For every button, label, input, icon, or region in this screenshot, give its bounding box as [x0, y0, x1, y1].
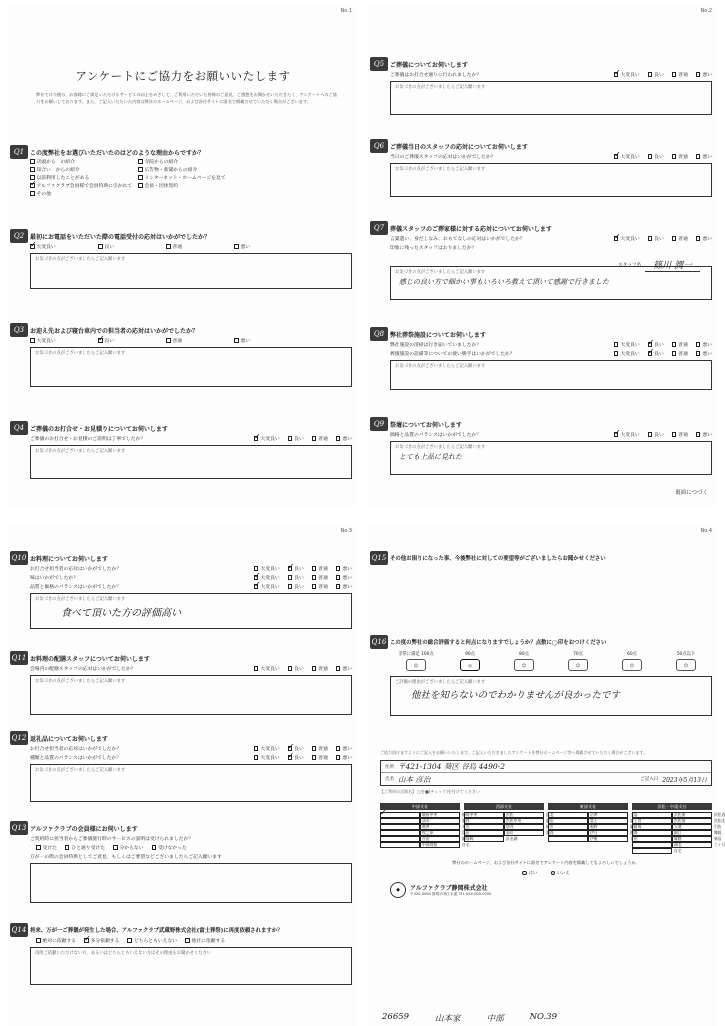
q2-option[interactable]: 普通 — [166, 243, 226, 250]
q7-option[interactable]: 普通 — [672, 235, 688, 242]
name-row — [381, 773, 711, 785]
branch-item[interactable]: 御前崎 — [420, 836, 460, 842]
q11-option[interactable]: 普通 — [312, 665, 328, 672]
page-number: No.3 — [340, 528, 352, 534]
q13-comment-label: 万が一の際の会員特典としてご意見、もしくはご要望などございましたらご記入願います — [30, 855, 222, 860]
q12-option[interactable]: ✓ 良い — [288, 754, 304, 761]
hp-note: 弊社のホームページ、および各社サイトに匿名でアンケート内容を掲載してもよろしいでしょうか。 — [452, 860, 640, 865]
handwritten-footer — [382, 1012, 557, 1024]
address-label: 住所 — [385, 764, 394, 770]
q7-sub1-label: 言葉遣い、身だしなみ、おもてなしの応対はいかがでしたか？ — [390, 237, 525, 242]
branch-item[interactable]: 掛川 — [504, 824, 544, 830]
q10-comment: 食べて頂いた方の評価高い — [61, 608, 181, 619]
q4-option[interactable]: ✓ 大変良い — [254, 435, 280, 442]
q8-text: 弊社葬祭施設についてお伺いします — [390, 331, 486, 339]
question-12 — [11, 732, 352, 802]
q5-option[interactable]: 普通 — [672, 71, 688, 78]
q8-comment-box[interactable] — [390, 360, 712, 390]
q5-badge: Q5 — [370, 57, 388, 71]
q7-comment-label: お気づきの点がございましたらご記入願います — [395, 270, 486, 275]
branch-item[interactable]: 雄踏 — [632, 836, 672, 842]
page-number: No.2 — [700, 8, 712, 14]
q1-option[interactable]: 店頭から の紹介 — [30, 158, 128, 166]
company-logo-icon: ◆ — [390, 882, 406, 898]
survey-page-1 — [8, 6, 358, 506]
q1-text: この度弊社をお選びいただいたのはどのような理由からですか？ — [30, 149, 204, 157]
q7-sub1 — [390, 234, 712, 243]
branch-item[interactable]: 自宅 — [632, 848, 672, 854]
q9-option[interactable]: 良い — [648, 431, 664, 438]
branch-list — [380, 803, 725, 854]
q12-comment-box[interactable] — [30, 764, 352, 802]
q8-sub2-label: 葬儀施設の設備等についての使い勝手はいかがでしたか？ — [390, 352, 515, 357]
q1-option[interactable]: 以前利用したことがある — [30, 174, 128, 182]
q12-option[interactable]: ✓ 良い — [288, 745, 304, 752]
branch-item[interactable]: 焼津 — [380, 824, 420, 830]
q10-sub-label: お打合せ担当者の応対はいかがでしたか？ — [30, 567, 122, 572]
face-icon: ☺ — [406, 659, 426, 671]
q16-score[interactable]: 80点 ☺ — [502, 651, 546, 673]
q5-sub — [390, 70, 712, 79]
contact-section — [380, 750, 725, 898]
q16-score[interactable]: 60点 ☹ — [610, 651, 654, 673]
branch-item[interactable]: 袋井 — [464, 824, 504, 830]
q14-badge: Q14 — [10, 923, 28, 937]
q4-text: ご葬儀のお打合せ・お見積りについてお伺いします — [30, 425, 168, 433]
branch-item[interactable]: 浜松西 — [672, 812, 712, 818]
q4-sub-label: ご葬儀のお打合せ・お見積のご説明は丁寧でしたか？ — [30, 437, 146, 442]
q4-option[interactable]: 良い — [288, 435, 304, 442]
branch-item[interactable]: 裾野 — [548, 824, 588, 830]
branch-item[interactable]: 浜松南 — [632, 818, 672, 824]
q16-comment-label: ご評価の理由がございましたらご記入願います — [395, 680, 486, 685]
q2-option[interactable]: 良い — [98, 243, 158, 250]
q7-badge: Q7 — [370, 221, 388, 235]
q8-option[interactable]: 普通 — [672, 350, 688, 357]
q12-option[interactable]: 悪い — [336, 754, 352, 761]
record-number: 26659 — [382, 1012, 410, 1022]
q3-text: お迎え先および寝台車内での担当者の応対はいかがでしたか？ — [30, 327, 199, 335]
q16-text: この度の弊社の総合評価すると何点になりますでしょうか？点数に◯印をおつけください — [390, 640, 607, 646]
family-name: 山本家 — [435, 1014, 461, 1024]
branch-group — [464, 803, 554, 854]
q13-badge: Q13 — [10, 821, 28, 835]
question-7 — [373, 222, 712, 300]
q3-comment-label: お気づきの点がございましたらご記入願います — [35, 351, 126, 356]
q7-text: 葬儀スタッフのご葬家様に対する応対についてお伺いします — [390, 225, 552, 233]
q4-badge: Q4 — [10, 421, 28, 435]
q6-option[interactable]: 普通 — [672, 153, 688, 160]
branch-title: 東部支社 — [548, 803, 628, 810]
q12-text: 返礼品についてお伺いします — [30, 735, 108, 743]
q5-option[interactable]: ✓ 大変良い — [614, 71, 640, 78]
face-icon: ☺ — [514, 659, 534, 671]
q11-sub-label: 会場内の配膳スタッフの応対はいかがでしたか？ — [30, 667, 136, 672]
q10-option[interactable]: 良い — [288, 583, 304, 590]
branch-item[interactable]: 磐田 — [504, 818, 544, 824]
q1-options — [30, 158, 352, 198]
address-value[interactable]: 〒421-1304 葵区 谷島 4490-2 — [398, 762, 505, 771]
q7-comment: 感じの良い方で細かい事もいろいろ教えて頂いて感謝で行きました — [399, 278, 609, 286]
q6-comment-label: お気づきの点がございましたらご記入願います — [395, 167, 486, 172]
q6-option[interactable]: ✓ 大変良い — [614, 153, 640, 160]
q9-badge: Q9 — [370, 417, 388, 431]
q1-option[interactable]: 寺院からの紹介 — [138, 158, 236, 166]
q9-comment: とても上品に見れた — [399, 453, 462, 461]
q2-comment-box[interactable] — [30, 253, 352, 289]
branch-item[interactable]: 浜松北 — [672, 818, 712, 824]
q10-option[interactable]: ✓ 良い — [288, 565, 304, 572]
question-3 — [13, 324, 352, 387]
branch-item[interactable]: 熱海 — [588, 830, 628, 836]
name-label: 氏名 — [385, 777, 394, 782]
question-13 — [11, 822, 352, 903]
survey-page-4 — [368, 526, 725, 1026]
q12-option[interactable]: 悪い — [336, 745, 352, 752]
branch-item[interactable]: 浜松中央 — [464, 818, 504, 824]
question-14 — [11, 924, 352, 985]
q11-sub — [30, 664, 352, 673]
q16-scale — [394, 651, 708, 673]
q16-comment: 他社を知らないのでわかりませんが良かったです — [411, 690, 621, 701]
q12-option[interactable]: 大変良い — [254, 754, 280, 761]
q3-badge: Q3 — [10, 323, 28, 337]
branch-item[interactable]: 富士 — [548, 818, 588, 824]
q13-option[interactable]: 受けなかった — [152, 844, 187, 851]
q11-option[interactable]: 悪い — [336, 665, 352, 672]
q10-text: お料理についてお伺いします — [30, 555, 108, 563]
q6-text: ご葬儀当日のスタッフの応対についてお伺いします — [390, 143, 528, 151]
branch-title: 浜松・中遠支社 — [632, 803, 712, 810]
q6-sub-label: 当日のご葬儀スタッフの応対はいかがでしたか？ — [390, 155, 496, 160]
q7-option[interactable]: ✓ 大変良い — [614, 235, 640, 242]
date-label: ご記入日 — [640, 777, 659, 782]
q16-badge: Q16 — [370, 635, 388, 649]
q1-option[interactable]: インターネット・ホームページを見て — [138, 174, 236, 182]
q13-option[interactable]: 受けた — [36, 844, 57, 851]
question-8 — [373, 328, 712, 390]
q8-comment-label: お気づきの点がございましたらご記入願います — [395, 364, 486, 369]
q12-option[interactable]: 普通 — [312, 745, 328, 752]
branch-header: 【ご利用の式場名】 □を■(チェック)を付けてください — [380, 789, 480, 794]
q10-option[interactable]: 普通 — [312, 574, 328, 581]
branch-item[interactable]: 浜松東 — [632, 812, 672, 818]
q13-row1 — [30, 843, 352, 852]
question-4 — [13, 422, 352, 479]
q10-option[interactable]: 悪い — [336, 574, 352, 581]
q7-comment-box[interactable] — [390, 266, 712, 300]
q11-option[interactable]: 良い — [288, 665, 304, 672]
branch-group — [632, 803, 725, 854]
branch-item[interactable]: 伊東 — [548, 836, 588, 842]
face-icon: ☹ — [676, 659, 696, 671]
q7-option[interactable]: 悪い — [696, 235, 712, 242]
q13-sub1-label: ご契約時に担当者からご葬儀施行時のサービスの説明は受けられましたか？ — [30, 837, 194, 842]
branch-item[interactable]: 中部葬祭 — [380, 842, 420, 848]
q3-option[interactable]: 大変良い — [30, 337, 90, 344]
q5-option[interactable]: 悪い — [696, 71, 712, 78]
q11-comment-box[interactable] — [30, 675, 352, 715]
q7-sub2 — [390, 243, 712, 252]
branch-item[interactable]: 自宅 — [420, 842, 460, 848]
branch-item[interactable]: 湖北 — [632, 842, 672, 848]
q5-comment-box[interactable] — [390, 81, 712, 115]
q16-score[interactable]: 50点以下 ☹ — [664, 651, 708, 673]
q7-option[interactable]: 良い — [648, 235, 664, 242]
q15-text: その他お困りになった事、今後弊社に対しての要望等がございましたらお聞かせください — [390, 556, 606, 562]
q10-sub — [30, 582, 352, 591]
branch-item[interactable]: 沼津 — [548, 812, 588, 818]
region: 中部 — [486, 1014, 504, 1024]
branch-item[interactable]: 引佐 — [672, 824, 712, 830]
q14-option[interactable]: 絶対に依頼する — [36, 937, 76, 944]
branch-item[interactable]: 新居 — [672, 836, 712, 842]
q14-text: 将来、万が一ご葬儀が発生した場合、アルファクラブ武蔵野株式会社(富士葬祭)に再度依頼されますか？ — [30, 928, 283, 934]
address-row — [381, 761, 711, 773]
q8-option[interactable]: 大変良い — [614, 341, 640, 348]
question-2 — [13, 230, 352, 289]
q16-score[interactable]: 非常に満足 100点 ☺ — [394, 651, 438, 673]
q6-badge: Q6 — [370, 139, 388, 153]
q13-sub2 — [30, 852, 352, 861]
contact-note: ご協力頂けますようにご記入をお願いいたします。ご記入いただきましたアンケートを弊社ホームページ等へ掲載させていただく場合がございます。 — [380, 750, 648, 755]
q12-option[interactable]: 大変良い — [254, 745, 280, 752]
face-icon: ◎ — [460, 659, 480, 671]
company-block — [380, 882, 712, 898]
q10-option[interactable]: ✓ 大変良い — [254, 583, 280, 590]
survey-page-3 — [8, 526, 358, 1026]
q3-options — [30, 336, 352, 345]
q11-text: お料理の配膳スタッフについてお伺いします — [30, 655, 150, 663]
q4-sub — [30, 434, 352, 443]
branch-item[interactable]: 三ヶ日 — [672, 842, 712, 848]
q16-comment-box[interactable] — [390, 676, 712, 716]
branch-item[interactable]: 長田 — [420, 824, 460, 830]
branch-item[interactable]: 清水 — [380, 818, 420, 824]
q1-option[interactable]: 会員・団体契約 — [138, 182, 236, 190]
q5-sub-label: ご葬儀はお打合せ通りに行われましたか？ — [390, 73, 482, 78]
hp-option-no[interactable]: いいえ — [551, 870, 570, 875]
question-10 — [11, 552, 352, 629]
q1-option[interactable]: その他 — [30, 190, 128, 198]
branch-title: 西部支社 — [464, 803, 544, 810]
branch-item[interactable]: 浜北 — [504, 812, 544, 818]
q10-option[interactable]: 悪い — [336, 565, 352, 572]
q11-option[interactable]: 大変良い — [254, 665, 280, 672]
q12-sub — [30, 744, 352, 753]
q10-sub — [30, 573, 352, 582]
q1-option[interactable]: 知合い からの紹介 — [30, 166, 128, 174]
q6-sub — [390, 152, 712, 161]
q4-comment-box[interactable] — [30, 445, 352, 479]
q9-sub-label: 価格と品質のバランスはいかがでしたか？ — [390, 433, 481, 438]
q15-comment-box[interactable] — [390, 566, 712, 644]
q3-option[interactable]: 悪い — [234, 337, 294, 344]
q2-badge: Q2 — [10, 229, 28, 243]
question-9 — [373, 418, 712, 475]
q13-text: アルファクラブの会員様にお伺いします — [30, 825, 138, 833]
survey-number: NO.39 — [529, 1012, 558, 1022]
name-value[interactable]: 山本 彦治 — [398, 774, 431, 784]
q6-option[interactable]: 良い — [648, 153, 664, 160]
survey-title: アンケートにご協力をお願いいたします — [75, 69, 291, 83]
q1-badge: Q1 — [10, 145, 28, 159]
q13-sub1 — [30, 834, 352, 843]
q12-sub — [30, 753, 352, 762]
branch-item[interactable]: 浜松 — [464, 812, 504, 818]
branch-item[interactable]: 三島 — [588, 812, 628, 818]
q9-sub — [390, 430, 712, 439]
q14-option[interactable]: 他社に依頼する — [185, 937, 225, 944]
q10-option[interactable]: ✓ 大変良い — [254, 574, 280, 581]
q9-option[interactable]: 悪い — [696, 431, 712, 438]
q1-option[interactable]: ✓アルファクラブ会員様で会員特典に引かれて — [30, 182, 128, 190]
q8-option[interactable]: ✓ 良い — [648, 350, 664, 357]
branch-item[interactable]: 舞阪 — [672, 830, 712, 836]
q10-sub-label: 味はいかがでしたか？ — [30, 576, 78, 581]
q2-option[interactable]: ✓大変良い — [30, 243, 90, 250]
branch-title: 中部支社 — [380, 803, 460, 810]
branch-item[interactable]: 下田 — [588, 836, 628, 842]
question-6 — [373, 140, 712, 197]
q8-badge: Q8 — [370, 327, 388, 341]
q3-option[interactable]: ✓ 良い — [98, 337, 158, 344]
company-info: 〒420-0064 静岡市葵区本通 TEL 054-000-0000 — [410, 892, 492, 896]
q15-badge: Q15 — [370, 551, 388, 565]
q2-options — [30, 242, 352, 251]
q5-comment-label: お気づきの点がございましたらご記入願います — [395, 85, 486, 90]
question-1 — [13, 146, 352, 198]
q12-sub-label: 種類と品質のバランスはいかがでしたか？ — [30, 756, 121, 761]
q3-comment-box[interactable] — [30, 347, 352, 387]
branch-item[interactable]: 御殿場 — [588, 824, 628, 830]
question-11 — [11, 652, 352, 715]
branch-item[interactable]: 吉田 — [380, 836, 420, 842]
q16-score[interactable]: 70点 ☺ — [556, 651, 600, 673]
q9-text: 祭壇についてお伺いします — [390, 421, 462, 429]
company-name: アルファクラブ静岡株式会社 — [410, 885, 488, 892]
q1-option[interactable]: 広告物・新聞からの紹介 — [138, 166, 236, 174]
q2-comment-label: お気づきの点がございましたらご記入願います — [35, 257, 126, 262]
q11-badge: Q11 — [10, 651, 28, 665]
q10-comment-box[interactable] — [30, 593, 352, 629]
branch-item[interactable]: 伊豆 — [548, 830, 588, 836]
q8-option[interactable]: 悪い — [696, 350, 712, 357]
contact-box — [380, 760, 712, 786]
q10-option[interactable]: 普通 — [312, 583, 328, 590]
q4-option[interactable]: 普通 — [312, 435, 328, 442]
q10-badge: Q10 — [10, 551, 28, 565]
q13-option[interactable]: ひと通り受けた — [65, 844, 105, 851]
q8-option[interactable]: 悪い — [696, 341, 712, 348]
q14-option[interactable]: どちらともいえない — [127, 937, 177, 944]
q10-sub — [30, 564, 352, 573]
q8-sub1 — [390, 340, 712, 349]
branch-item[interactable]: 静岡中央 — [420, 812, 460, 818]
hp-option-yes[interactable]: はい — [522, 870, 537, 875]
q4-comment-label: お気づきの点がございましたらご記入願います — [35, 449, 126, 454]
q9-comment-box[interactable] — [390, 441, 712, 475]
branch-item[interactable]: 菊川 — [464, 830, 504, 836]
q7-staff-name[interactable]: 篠川 潤一 — [645, 258, 700, 272]
q8-option[interactable]: ✓ 良い — [648, 341, 664, 348]
q6-option[interactable]: 悪い — [696, 153, 712, 160]
branch-item[interactable]: 湖西 — [504, 830, 544, 836]
q10-option[interactable]: 普通 — [312, 565, 328, 572]
branch-group — [380, 803, 478, 854]
face-icon: ☺ — [568, 659, 588, 671]
q6-comment-box[interactable] — [390, 163, 712, 197]
q10-sub-label: 品質と価格のバランスはいかがでしたか？ — [30, 585, 121, 590]
q8-option[interactable]: 普通 — [672, 341, 688, 348]
branch-item[interactable]: 浜名湖 — [464, 836, 504, 842]
q7-staff-label: スタッフ名 — [618, 263, 642, 268]
survey-page-2 — [368, 6, 718, 506]
branch-item[interactable]: ✓駿府中央 — [380, 812, 420, 818]
q13-comment-box[interactable] — [30, 863, 352, 903]
q12-option[interactable]: 普通 — [312, 754, 328, 761]
q2-text: 最初にお電話をいただいた際の電話受付の応対はいかがでしたか？ — [30, 233, 211, 241]
hp-options — [380, 870, 712, 876]
face-icon: ☹ — [622, 659, 642, 671]
q10-comment-label: お気づきの点がございましたらご記入願います — [35, 597, 126, 602]
continue-note: 裏面につづく — [675, 490, 708, 496]
branch-item[interactable]: 藤枝 — [420, 818, 460, 824]
q10-option[interactable]: 悪い — [336, 583, 352, 590]
q3-option[interactable]: 普通 — [166, 337, 226, 344]
q13-option[interactable]: 分からない — [113, 844, 144, 851]
q16-score[interactable]: 90点 ◎ — [448, 651, 492, 673]
page-number: No.4 — [700, 528, 712, 534]
q12-comment-label: お気づきの点がございましたらご記入願います — [35, 768, 126, 773]
question-16 — [371, 636, 712, 716]
q14-option[interactable]: ✓ 多分依頼する — [84, 937, 119, 944]
survey-intro: 弊社では今後の、お客様にご満足いただけるサービスの向上をめざして、ご利用いただいた皆様のご意見、ご感想をお聞かせいただきたく、アンケートへのご協力をお願いしております。また、ご記入いただいた内容は弊社のホームページ、および各社サイトに匿名で掲載させていただく場合がございます。 — [36, 92, 337, 104]
q9-comment-label: お気づきの点がございましたらご記入願います — [395, 445, 486, 450]
q8-sub2 — [390, 349, 712, 358]
q8-option[interactable]: 大変良い — [614, 350, 640, 357]
branch-item[interactable]: 細江 — [632, 830, 672, 836]
branch-item[interactable]: 天竜 — [632, 824, 672, 830]
q10-option[interactable]: 大変良い — [254, 565, 280, 572]
q12-badge: Q12 — [10, 731, 28, 745]
question-5 — [373, 58, 712, 115]
q10-option[interactable]: 良い — [288, 574, 304, 581]
q14-options — [30, 936, 352, 945]
q11-comment-label: お気づきの点がございましたらご記入願います — [35, 679, 126, 684]
q14-comment-box[interactable] — [30, 947, 352, 985]
q8-sub1-label: 弊社施設の清掃は行き届いていましたか？ — [390, 343, 482, 348]
q14-comment-label: 再度ご依頼いただけない方、あるいはどちらともいえない方はその理由をお聞かせください — [35, 951, 212, 956]
date-value[interactable]: 2023年5月13日 — [662, 776, 707, 784]
q9-option[interactable]: ✓ 大変良い — [614, 431, 640, 438]
branch-item[interactable]: 富士宮 — [588, 818, 628, 824]
q7-sub2-label: 印象に残ったスタッフはおりましたか？ — [390, 246, 477, 251]
q4-option[interactable]: 悪い — [336, 435, 352, 442]
page-number: No.1 — [340, 8, 352, 14]
branch-item[interactable]: 牧之原 — [380, 830, 420, 836]
q2-option[interactable]: 悪い — [234, 243, 294, 250]
q5-text: ご葬儀についてお伺いします — [390, 61, 468, 69]
branch-item[interactable]: 島田 — [420, 830, 460, 836]
q9-option[interactable]: 普通 — [672, 431, 688, 438]
q5-option[interactable]: 良い — [648, 71, 664, 78]
q12-sub-label: お打合せ担当者の応対はいかがでしたか？ — [30, 747, 122, 752]
branch-group — [548, 803, 642, 854]
